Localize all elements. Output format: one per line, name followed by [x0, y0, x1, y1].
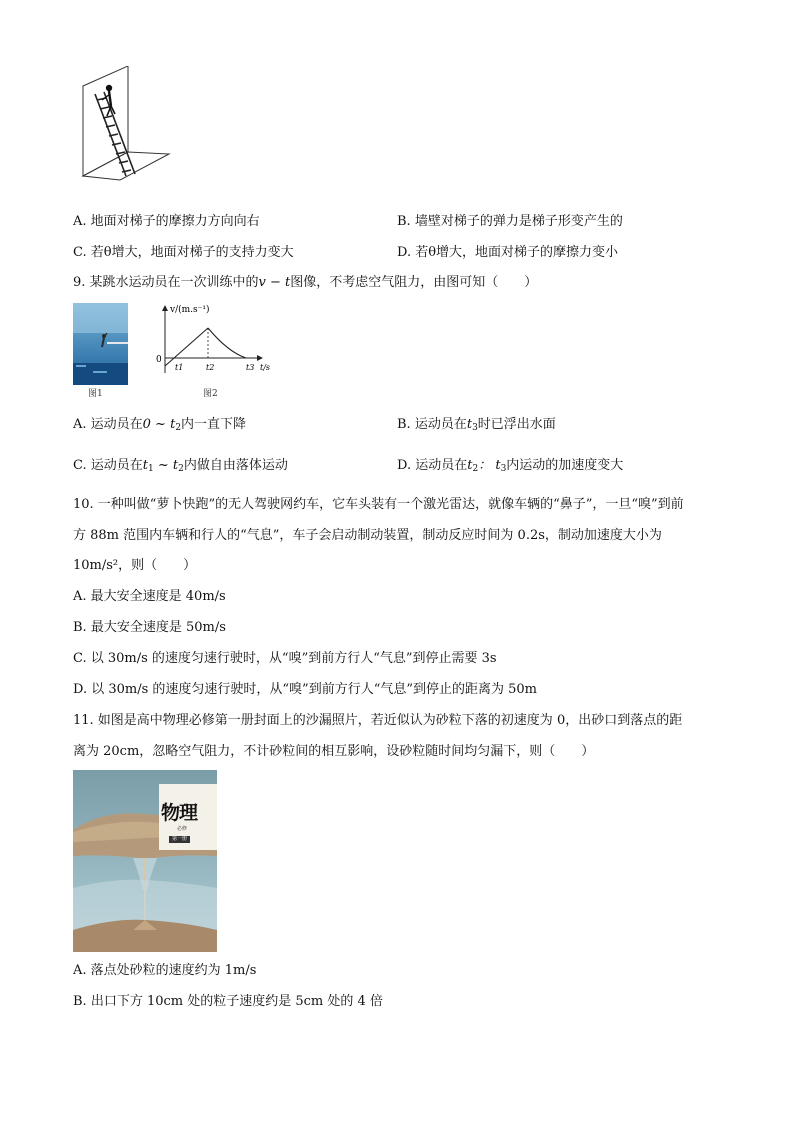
cover-subtitle: 必修: [177, 826, 188, 832]
textbook-cover-photo: [73, 770, 217, 952]
option-a[interactable]: A. 最大安全速度是 40m/s: [73, 589, 226, 604]
t2-label: t2: [206, 363, 215, 372]
x-axis-label: t/s: [260, 363, 271, 372]
option-d[interactable]: D. 以 30m/s 的速度匀速行驶时，从“嗅”到前方行人“气息”到停止的距离为 50m: [73, 682, 537, 697]
cover-volume: 第一册: [169, 836, 190, 843]
option-b[interactable]: B. 出口下方 10cm 处的粒子速度约是 5cm 处的 4 倍: [73, 994, 383, 1009]
velocity-curve: [165, 328, 208, 366]
cover-title-panel: [159, 784, 217, 850]
option-b-text: B. 墙壁对梯子的弹力是梯子形变产生的: [397, 214, 623, 229]
t3-label: t3: [246, 363, 255, 372]
question-10-stem-line-1: 10. 一种叫做“萝卜快跑”的无人驾驶网约车，它车头装有一个激光雷达，就像车辆的“鼻子”，一旦“嗅”到前: [73, 497, 684, 512]
ladder-wall-figure: [80, 66, 172, 186]
figure-2-caption: 图2: [203, 389, 218, 399]
diver-icon: [73, 303, 128, 385]
option-b[interactable]: [397, 213, 623, 231]
t1-label: t1: [175, 363, 184, 372]
option-c[interactable]: C. 运动员在$t_1$ ~ $t_2$内做自由落体运动: [73, 458, 288, 474]
vt-graph: [150, 300, 275, 380]
option-c[interactable]: C. 以 30m/s 的速度匀速行驶时，从“嗅”到前方行人“气息”到停止需要 3s: [73, 651, 497, 666]
figure-1-caption: 图1: [88, 389, 103, 399]
option-d-text: D. 若θ增大，地面对梯子的摩擦力变小: [397, 245, 619, 260]
velocity-curve-decay: [208, 328, 246, 358]
question-9-stem: 9. 某跳水运动员在一次训练中的v − t图像，不考虑空气阻力，由图可知（ ）: [73, 275, 538, 290]
origin-label: 0: [156, 355, 162, 365]
option-d[interactable]: D. 运动员在$t_2$： $t_3$内运动的加速度变大: [397, 458, 624, 474]
option-c[interactable]: [73, 244, 294, 262]
y-axis-label: v/(m.s⁻¹): [170, 305, 210, 315]
option-b[interactable]: B. 运动员在$t_3$时已浮出水面: [397, 417, 556, 433]
option-a-text: A. 地面对梯子的摩擦力方向向右: [73, 214, 260, 229]
question-11-stem-line-2: 离为 20cm，忽略空气阻力，不计砂粒间的相互影响，设砂粒随时间均匀漏下，则（ ）: [73, 744, 595, 759]
option-a[interactable]: A. 落点处砂粒的速度约为 1m/s: [73, 963, 257, 978]
question-10-stem-line-3: 10m/s²，则（ ）: [73, 558, 197, 573]
question-10-stem-line-2: 方 88m 范围内车辆和行人的“气息”，车子会启动制动装置，制动反应时间为 0.2s，制动加速度大小为: [73, 528, 662, 543]
option-b[interactable]: B. 最大安全速度是 50m/s: [73, 620, 226, 635]
cover-title: 物理: [161, 802, 198, 824]
question-11-stem-line-1: 11. 如图是高中物理必修第一册封面上的沙漏照片，若近似认为砂粒下落的初速度为 0，出砂口到落点的距: [73, 713, 683, 728]
option-a[interactable]: A. 运动员在0 ~ $t_2$内一直下降: [73, 417, 247, 433]
diver-photo: [73, 303, 128, 385]
option-a[interactable]: [73, 213, 260, 231]
option-c-text: C. 若θ增大，地面对梯子的支持力变大: [73, 245, 294, 260]
option-d[interactable]: [397, 244, 618, 262]
